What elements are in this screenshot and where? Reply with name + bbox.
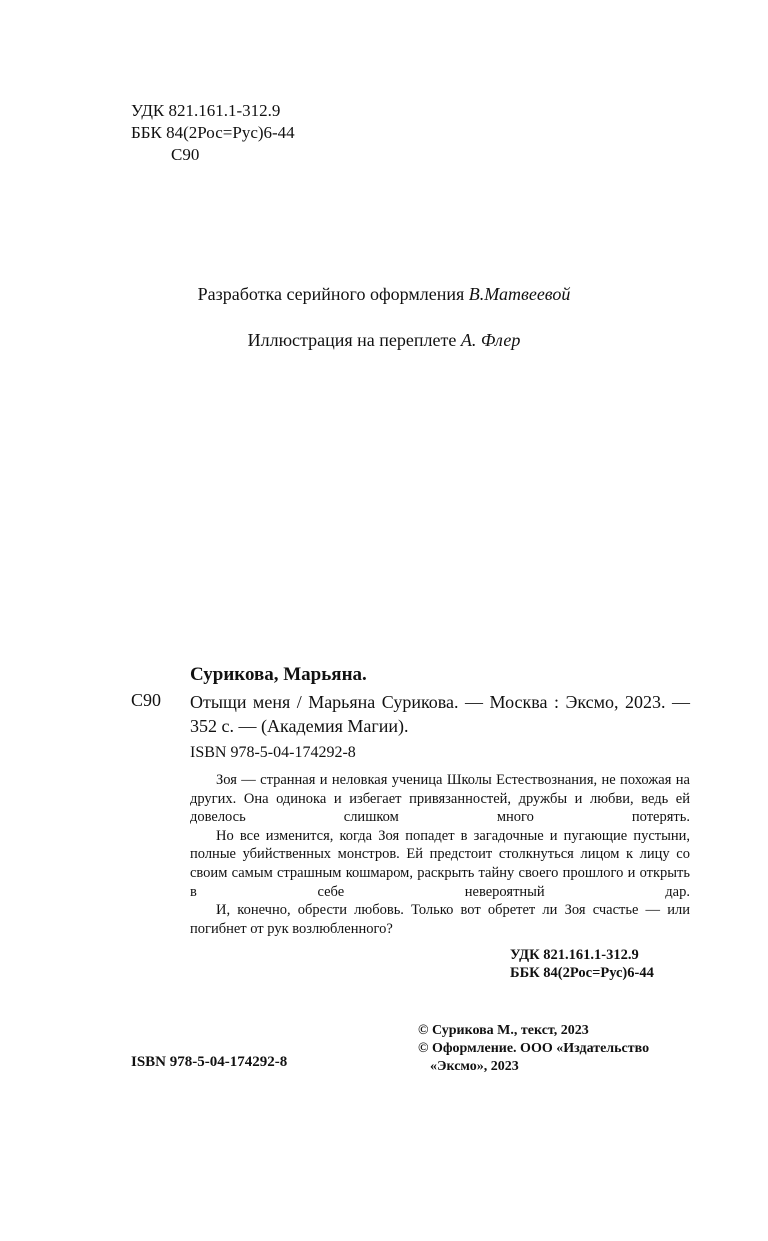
bottom-classification-codes: [510, 946, 654, 982]
annotation: [190, 771, 690, 938]
series-design-label: Разработка серийного оформления: [197, 284, 465, 304]
record-author: Сурикова, Марьяна.: [190, 664, 367, 685]
bottom-isbn: ISBN 978-5-04-174292-8: [131, 1054, 288, 1070]
series-design-credit: [0, 284, 768, 305]
bottom-bbk-code: ББК 84(2Рос=Рус)6-44: [510, 965, 654, 981]
copyright-design-line-2: «Эксмо», 2023: [430, 1059, 519, 1074]
annotation-paragraph: Зоя — странная и неловкая ученица Школы Естествознания, не похожая на других. Она одинока и избегает привязанностей, дружбы и любви, ведь ей довелось слишком много потерять.: [190, 772, 690, 826]
series-design-name: В.Матвеевой: [468, 284, 571, 304]
copyright-block: [418, 1022, 649, 1076]
record-isbn: ISBN 978-5-04-174292-8: [190, 744, 356, 761]
record-author-mark: С90: [131, 690, 162, 710]
illustration-label: Иллюстрация на переплете: [247, 330, 457, 350]
udk-code: УДК 821.161.1-312.9: [131, 101, 281, 120]
bottom-udk-code: УДК 821.161.1-312.9: [510, 947, 639, 963]
illustration-name: А. Флер: [460, 330, 521, 350]
classification-codes: [131, 100, 295, 166]
annotation-paragraph: И, конечно, обрести любовь. Только вот обретет ли Зоя счастье — или погибнет от рук возлюбленного?: [190, 902, 690, 937]
bbk-code: ББК 84(2Рос=Рус)6-44: [131, 123, 295, 142]
copyright-design-line-1: © Оформление. ООО «Издательство: [418, 1041, 650, 1056]
author-mark: С90: [171, 145, 200, 164]
record-description: Отыщи меня / Марьяна Сурикова. — Москва : Эксмо, 2023. — 352 с. — (Академия Магии).: [190, 692, 690, 736]
copyright-author: © Сурикова М., текст, 2023: [418, 1023, 589, 1038]
annotation-paragraph: Но все изменится, когда Зоя попадет в загадочные и пугающие пустыни, полные убийственных монстров. Ей предстоит столкнуться лицом к лицу со своим самым страшным кошмаром, раскрыть тайну своего прошлого и открыть в себе невероятный дар.: [190, 827, 690, 900]
illustration-credit: [0, 330, 768, 351]
